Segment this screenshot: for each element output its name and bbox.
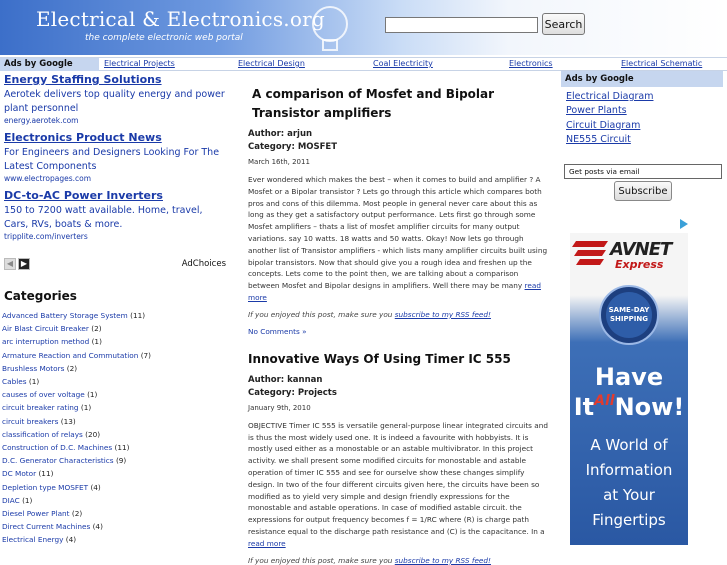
category-link[interactable]: DIAC [2,495,20,505]
category-count: (11) [38,469,54,479]
category-link[interactable]: arc interruption method [2,337,90,347]
ad-link-bar [0,57,727,71]
ad-url[interactable]: www.electropages.com [4,174,92,183]
banner-headline-1: Have [594,363,664,391]
categories-panel [0,287,233,547]
right-sidebar [561,71,727,529]
post-date: January 9th, 2010 [248,403,311,412]
search-button[interactable]: Search [542,13,585,35]
category-count: (1) [22,495,33,505]
category-item [0,415,233,428]
post-footer-text: If you enjoyed this post, make sure you [248,555,393,565]
category-link[interactable]: DC Motor [2,469,37,479]
category-item [0,388,233,401]
categories-heading: Categories [4,289,77,303]
list-item [566,119,727,133]
ad-next-button[interactable]: ▶ [18,258,30,270]
ad-prev-button[interactable]: ◀ [4,258,16,270]
category-count: (20) [85,429,101,439]
ad-link-circuit-diagram[interactable]: Circuit Diagram [566,119,641,131]
category-link[interactable]: Armature Reaction and Commutation [2,350,139,360]
category-link[interactable]: Advanced Battery Storage System [2,311,128,320]
rss-subscribe-link[interactable]: subscribe to my RSS feed! [394,555,491,565]
ad-title[interactable]: Energy Staffing Solutions [4,73,162,86]
category-item [0,322,233,335]
category-item [0,428,233,441]
comments-link[interactable]: No Comments » [248,326,307,336]
list-item [566,90,727,104]
category-item [0,533,233,546]
ad-title[interactable]: DC-to-AC Power Inverters [4,189,163,202]
ad-controls [4,258,229,272]
post-footer [244,310,550,319]
category-count: (2) [66,363,78,373]
read-more-link[interactable]: read more [248,281,541,302]
post-author: Author: arjun [248,129,313,139]
ads-by-google-label: Ads by Google [0,58,99,71]
category-link[interactable]: circuit breaker rating [2,403,79,413]
category-item [0,441,233,454]
category-item [0,481,233,494]
banner-headline-now: Now [614,393,674,421]
ads-by-google-label: Ads by Google [561,71,723,87]
email-field[interactable]: Get posts via email [564,164,722,179]
ad-unit [0,189,233,241]
post-footer-text: If you enjoyed this post, make sure you [248,309,393,319]
category-count: (13) [60,416,76,426]
rss-subscribe-link[interactable]: subscribe to my RSS feed! [394,309,491,319]
banner-line-3: A World of [590,436,668,454]
avnet-express-label: Express [615,258,664,271]
ad-unit [0,131,233,183]
post-author: Author: kannan [248,374,323,385]
list-item [566,133,727,147]
post-body-text: Ever wondered which makes the best – when it comes to build and amplifier ? A Mosfet or a Bipolar transistor ? Lets go through this article which compares both pros and cons of this dilemma. Most people in general never care about this as long as they get a satisfactory output performance. Lets first go through some Mosfet amplifiers – thats a list of mosfet amplifier circuits for many output variations. say 10 watts. 18 watts and 50 watts. Okay! Now lets go through another list of Transistor amplifiers - which lists many amplifier circuits built using bipolar transistors. Now that should give you a rough idea and freshen up the concepts. Lets come to the point then, we are talking about a comparison between Mosfet and Bipolar designs in amplifiers. Well there may be many [248,175,548,291]
nav-link-electrical-schematic[interactable]: Electrical Schematic [621,59,703,68]
category-item [0,494,233,507]
category-count: (9) [115,456,127,466]
category-count: (2) [91,324,102,334]
ad-title[interactable]: Electronics Product News [4,131,162,144]
ad-url[interactable]: tripplite.com/inverters [4,232,88,241]
category-link[interactable]: causes of over voltage [2,390,85,400]
category-item [0,401,233,414]
right-ad-links [561,87,727,148]
category-item [0,375,233,388]
category-count: (1) [28,377,40,387]
post-title[interactable]: A comparison of Mosfet and Bipolar Transistor amplifiers [252,87,495,120]
category-link[interactable]: Depletion type MOSFET [2,482,89,492]
category-count: (4) [65,535,77,545]
category-link[interactable]: Brushless Motors [2,363,65,373]
category-link[interactable]: D.C. Generator Characteristics [2,456,114,466]
banner-headline-it: It [573,393,595,421]
category-item [0,520,233,533]
category-link[interactable]: Construction of D.C. Machines [2,443,113,453]
post-title[interactable]: Innovative Ways Of Using Timer IC 555 [248,351,511,366]
badge-line-2: SHIPPING [610,315,648,323]
post [244,350,550,565]
category-list [0,309,233,547]
ad-text[interactable]: 150 to 7200 watt available. Home, travel, Cars, RVs, boats & more. [4,205,203,230]
post-category[interactable]: Category: Projects [248,387,337,398]
badge-line-1: SAME-DAY [608,306,650,314]
category-count: (2) [71,509,83,519]
ad-url[interactable]: energy.aerotek.com [4,116,79,125]
read-more-link[interactable]: read more [248,538,286,548]
category-item [0,467,233,480]
list-item [566,104,727,118]
nav-link-electrical-projects[interactable]: Electrical Projects [104,59,175,68]
nav-link-electronics[interactable]: Electronics [509,59,553,68]
lightbulb-icon [300,4,360,54]
nav-link-electrical-design[interactable]: Electrical Design [238,59,305,68]
search-input[interactable] [385,17,538,33]
post-category[interactable]: Category: MOSFET [248,142,338,152]
nav-link-coal-electricity[interactable]: Coal Electricity [373,59,433,68]
same-day-shipping-badge-icon [598,284,660,346]
ad-unit [0,73,233,125]
post-footer [244,556,550,565]
post-body-text: OBJECTIVE Timer IC 555 is versatile general-purpose linear integrated circuits and is thus the most widely used one. It is indeed a favourite with hobbyists. It is mostly used either as a monostable or an astable multivibrator. In this project activity. we shall present some modified circuits for monostable and astable operation of timer IC 555 and see for ourselve show these changes simplify design. In two of the four different circuits given here, the circuits have been so modified as to yield very simple and design friendly expressions for the monostable and astable operations. In case of modified astable circuit. the expressions for output frequency becomes f = 1/RC where (R) is charge path resistance equal to the discharge path resistance and (C) is the capacitance. In a [248,420,549,536]
ad-link-power-plants[interactable]: Power Plants [566,105,627,117]
banner-headline-all: All [594,393,615,409]
ad-link-electrical-diagram[interactable]: Electrical Diagram [566,91,654,102]
category-link[interactable]: Electrical Energy [2,535,64,545]
category-count: (4) [90,482,101,492]
category-link[interactable]: Cables [2,377,27,387]
ad-text[interactable]: Aerotek delivers top quality energy and power plant personnel [4,89,225,114]
category-item [0,309,233,322]
category-link[interactable]: classification of relays [2,429,83,439]
category-link[interactable]: Diesel Power Plant [2,509,70,519]
category-link[interactable]: circuit breakers [2,416,59,426]
banner-line-5: at Your [603,486,655,504]
category-link[interactable]: Direct Current Machines [2,522,91,532]
category-count: (1) [80,403,92,413]
category-item [0,349,233,362]
category-item [0,454,233,467]
site-title[interactable]: Electrical & Electronics.org [36,7,325,31]
banner-line-4: Information [585,461,673,479]
category-count: (11) [114,443,130,453]
category-item [0,362,233,375]
category-link[interactable]: Air Blast Circuit Breaker [2,324,89,334]
banner-headline-2: $It^{All}Now$! [573,393,685,421]
site-tagline: the complete electronic web portal [85,33,243,43]
category-item [0,507,233,520]
post-body [244,174,550,304]
site-header [0,0,727,55]
category-count: (11) [130,311,146,320]
post-body [244,420,550,550]
avnet-banner-ad[interactable] [570,233,688,545]
category-count: (1) [91,337,102,347]
subscribe-button[interactable]: Subscribe [614,181,672,201]
post-date: March 16th, 2011 [248,158,310,166]
avnet-brand: AVNET [610,239,672,260]
category-count: (7) [140,350,152,360]
adchoices-icon[interactable] [679,219,689,229]
category-count: (1) [87,390,98,400]
banner-line-6: Fingertips [592,511,666,529]
left-ad-block [0,71,233,241]
post [244,85,550,336]
category-count: (4) [92,522,103,532]
ad-link-ne555-circuit[interactable]: NE555 Circuit [566,134,631,146]
ad-text[interactable]: For Engineers and Designers Looking For The Latest Components [4,147,220,172]
main-content [244,85,550,565]
category-item [0,335,233,348]
adchoices-link[interactable]: AdChoices [181,259,226,269]
avnet-logo-icon [572,239,610,271]
